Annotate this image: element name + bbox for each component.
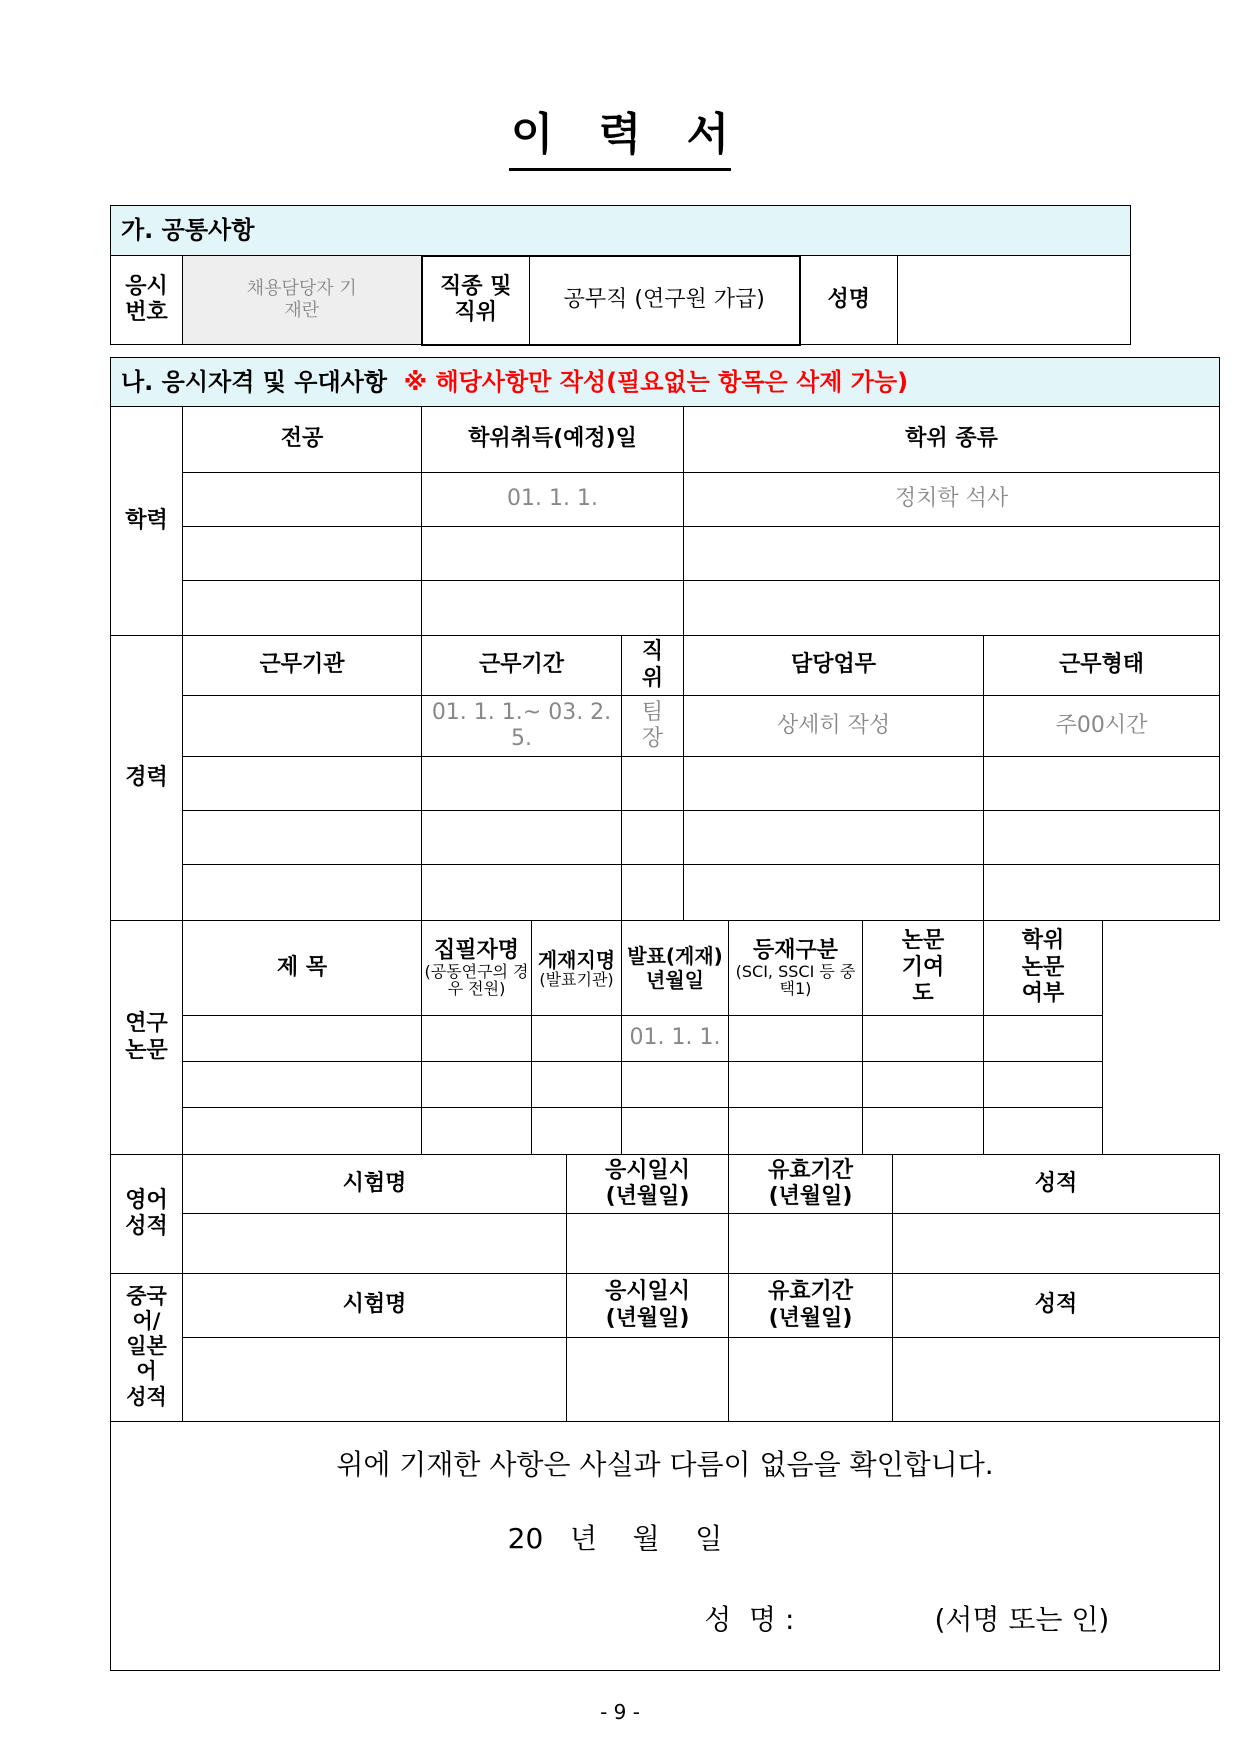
paper-cell[interactable] [729, 1016, 863, 1062]
paper-cell[interactable] [422, 1016, 532, 1062]
paper-cell[interactable] [863, 1108, 984, 1155]
section-b-header: 나. 응시자격 및 우대사항 ※ 해당사항만 작성(필요없는 항목은 삭제 가능) [111, 358, 1220, 407]
paper-date-example[interactable]: 01. 1. 1. [622, 1016, 729, 1062]
career-cell[interactable] [422, 865, 622, 921]
career-col-period: 근무기간 [422, 636, 622, 696]
paper-cell[interactable] [532, 1062, 622, 1108]
signature-note: (서명 또는 인) [934, 1602, 1110, 1636]
paper-cell[interactable] [622, 1108, 729, 1155]
document-title: 이 력 서 [0, 98, 1240, 171]
english-cell[interactable] [183, 1214, 567, 1274]
english-cell[interactable] [893, 1214, 1220, 1274]
exam-number-label: 응시 번호 [111, 256, 183, 345]
paper-cell[interactable] [183, 1062, 422, 1108]
edu-cell[interactable] [183, 473, 422, 527]
papers-label: 연구 논문 [111, 921, 183, 1155]
paper-cell[interactable] [863, 1062, 984, 1108]
career-cell[interactable] [622, 811, 684, 865]
paper-cell[interactable] [984, 1016, 1103, 1062]
edu-col-date: 학위취득(예정)일 [422, 407, 684, 473]
career-type-example[interactable]: 주00시간 [984, 696, 1220, 757]
confirmation-block [111, 1422, 1220, 1671]
position-label: 직종 및 직위 [422, 256, 530, 345]
paper-cell[interactable] [863, 1016, 984, 1062]
career-cell[interactable] [684, 757, 984, 811]
career-cell[interactable] [684, 865, 984, 921]
career-cell[interactable] [984, 865, 1220, 921]
paper-cell[interactable] [422, 1062, 532, 1108]
paper-cell[interactable] [729, 1062, 863, 1108]
edu-cell[interactable] [422, 527, 684, 581]
paper-cell[interactable] [183, 1108, 422, 1155]
english-cell[interactable] [729, 1214, 893, 1274]
papers-col-date: 발표(게재) 년월일 [622, 921, 729, 1016]
signature-label: 성 명 : [704, 1602, 795, 1636]
edu-col-degree: 학위 종류 [684, 407, 1220, 473]
english-cell[interactable] [567, 1214, 729, 1274]
exam-number-field: 채용담당자 기재란 [183, 256, 422, 345]
career-cell[interactable] [422, 757, 622, 811]
career-cell[interactable] [984, 757, 1220, 811]
paper-cell[interactable] [532, 1016, 622, 1062]
career-cell[interactable] [183, 865, 422, 921]
career-duty-example[interactable]: 상세히 작성 [684, 696, 984, 757]
name-label: 성명 [800, 256, 898, 345]
edu-cell[interactable] [183, 581, 422, 636]
paper-cell[interactable] [622, 1062, 729, 1108]
career-cell[interactable] [183, 811, 422, 865]
edu-cell[interactable] [183, 527, 422, 581]
english-col-test: 시험명 [183, 1155, 567, 1214]
cj-label: 중국어/ 일본어 성적 [111, 1274, 183, 1422]
cj-col-valid: 유효기간 (년월일) [729, 1274, 893, 1338]
career-col-position: 직위 [622, 636, 684, 696]
edu-col-major: 전공 [183, 407, 422, 473]
paper-cell[interactable] [422, 1108, 532, 1155]
career-col-duty: 담당업무 [684, 636, 984, 696]
english-col-score: 성적 [893, 1155, 1220, 1214]
career-cell[interactable] [622, 865, 684, 921]
papers-col-journal: 게재지명 (발표기관) [532, 921, 622, 1016]
date-line: 20 년 월 일 [507, 1521, 723, 1555]
paper-cell[interactable] [984, 1108, 1103, 1155]
english-label: 영어 성적 [111, 1155, 183, 1274]
cj-col-score: 성적 [893, 1274, 1220, 1338]
cj-col-test: 시험명 [183, 1274, 567, 1338]
career-cell[interactable] [984, 811, 1220, 865]
cj-cell[interactable] [893, 1338, 1220, 1422]
paper-cell[interactable] [532, 1108, 622, 1155]
paper-cell[interactable] [984, 1062, 1103, 1108]
career-col-org: 근무기관 [183, 636, 422, 696]
paper-cell[interactable] [183, 1016, 422, 1062]
qualifications-table [110, 357, 1220, 1671]
career-col-type: 근무형태 [984, 636, 1220, 696]
career-period-example[interactable]: 01. 1. 1.~ 03. 2. 5. [422, 696, 622, 757]
common-info-table [110, 205, 1131, 346]
english-col-valid: 유효기간 (년월일) [729, 1155, 893, 1214]
paper-cell[interactable] [729, 1108, 863, 1155]
papers-col-contribution: 논문 기여도 [863, 921, 984, 1016]
edu-cell[interactable] [684, 581, 1220, 636]
name-field[interactable] [898, 256, 1131, 345]
edu-cell[interactable] [422, 581, 684, 636]
section-a-header: 가. 공통사항 [111, 206, 1131, 256]
confirmation-statement: 위에 기재한 사항은 사실과 다름이 없음을 확인합니다. [336, 1448, 994, 1481]
papers-col-author: 집필자명 (공동연구의 경우 전원) [422, 921, 532, 1016]
papers-col-index: 등재구분 (SCI, SSCI 등 중 택1) [729, 921, 863, 1016]
career-cell[interactable] [183, 696, 422, 757]
english-col-date: 응시일시 (년월일) [567, 1155, 729, 1214]
edu-cell[interactable] [684, 527, 1220, 581]
career-position-example[interactable]: 팀장 [622, 696, 684, 757]
page-number: - 9 - [600, 1700, 640, 1724]
career-label: 경력 [111, 636, 183, 921]
position-value: 공무직 (연구원 가급) [530, 256, 800, 345]
career-cell[interactable] [684, 811, 984, 865]
career-cell[interactable] [622, 757, 684, 811]
cj-cell[interactable] [183, 1338, 567, 1422]
papers-col-title: 제 목 [183, 921, 422, 1016]
edu-degree-example[interactable]: 정치학 석사 [684, 473, 1220, 527]
career-cell[interactable] [422, 811, 622, 865]
section-b-note: ※ 해당사항만 작성(필요없는 항목은 삭제 가능) [403, 367, 909, 396]
cj-cell[interactable] [729, 1338, 893, 1422]
signature-line [113, 1569, 1217, 1670]
cj-cell[interactable] [567, 1338, 729, 1422]
education-label: 학력 [111, 407, 183, 636]
career-cell[interactable] [183, 757, 422, 811]
papers-col-thesis: 학위 논문 여부 [984, 921, 1103, 1016]
edu-date-example[interactable]: 01. 1. 1. [422, 473, 684, 527]
cj-col-date: 응시일시 (년월일) [567, 1274, 729, 1338]
